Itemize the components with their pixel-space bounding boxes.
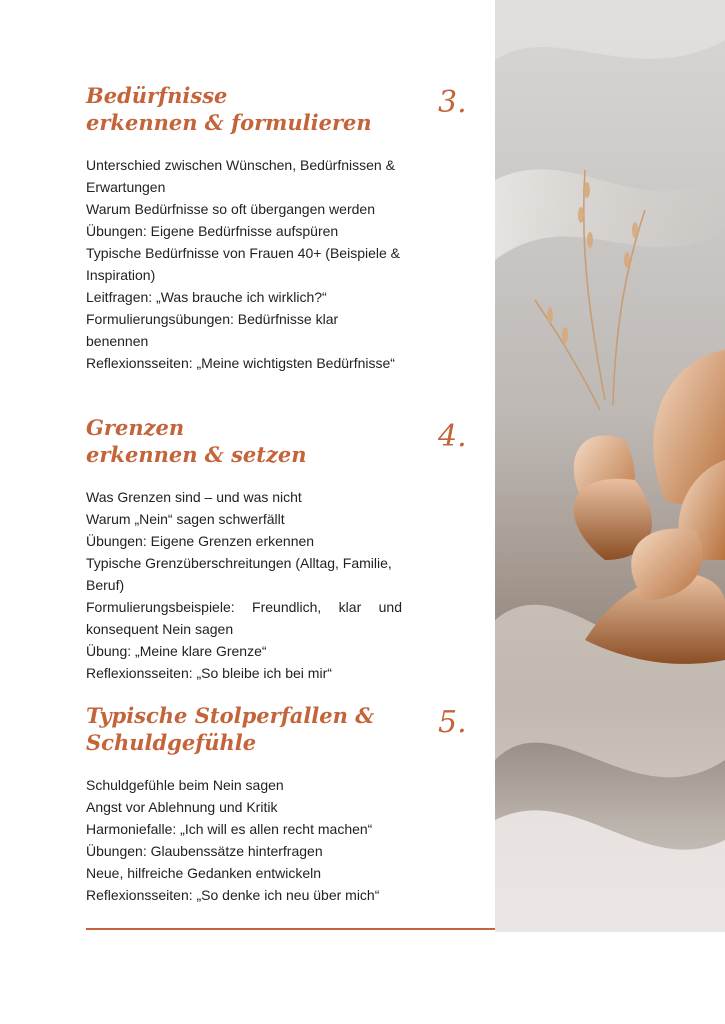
list-item: Übung: „Meine klare Grenze“ (86, 643, 267, 659)
list-item: Übungen: Eigene Bedürfnisse aufspüren (86, 223, 339, 239)
list-item: Reflexionsseiten: „So denke ich neu über mich“ (86, 887, 380, 903)
lotus-illustration (495, 0, 725, 932)
list-item: Reflexionsseiten: „Meine wichtigsten Bedürfnisse“ (86, 355, 395, 371)
list-item: Angst vor Ablehnung und Kritik (86, 799, 278, 815)
section-4 (86, 414, 402, 684)
item-list (86, 774, 402, 906)
section-number: 3. (438, 85, 467, 120)
section-heading: Typische Stolperfallen & Schuldgefühle (86, 703, 375, 755)
list-item: Was Grenzen sind – und was nicht (86, 489, 302, 505)
list-item: Formulierungsübungen: Bedürfnisse klar benennen (86, 311, 339, 349)
section-5 (86, 702, 402, 906)
list-item: Schuldgefühle beim Nein sagen (86, 777, 284, 793)
list-item: Warum Bedürfnisse so oft übergangen werden (86, 201, 375, 217)
list-item: Warum „Nein“ sagen schwerfällt (86, 511, 285, 527)
section-number: 5. (438, 705, 467, 740)
item-list (86, 486, 402, 684)
section-3 (86, 82, 402, 374)
list-item: Übungen: Glaubenssätze hinterfragen (86, 843, 323, 859)
list-item: Typische Bedürfnisse von Frauen 40+ (Beispiele & Inspiration) (86, 245, 401, 283)
list-item: Typische Grenzüberschreitungen (Alltag, Familie, Beruf) (86, 555, 392, 593)
list-item: Formulierungsbeispiele: Freundlich, klar und konsequent Nein sagen (86, 599, 402, 637)
bottom-divider (86, 928, 495, 930)
list-item: Reflexionsseiten: „So bleibe ich bei mir“ (86, 665, 332, 681)
section-heading: Bedürfnisse erkennen & formulieren (86, 83, 372, 135)
section-number: 4. (438, 419, 467, 454)
list-item: Harmoniefalle: „Ich will es allen recht machen“ (86, 821, 373, 837)
list-item: Unterschied zwischen Wünschen, Bedürfnissen & Erwartungen (86, 157, 395, 195)
section-heading: Grenzen erkennen & setzen (86, 415, 307, 467)
list-item: Leitfragen: „Was brauche ich wirklich?“ (86, 289, 327, 305)
item-list (86, 154, 402, 374)
list-item: Neue, hilfreiche Gedanken entwickeln (86, 865, 322, 881)
list-item: Übungen: Eigene Grenzen erkennen (86, 533, 315, 549)
